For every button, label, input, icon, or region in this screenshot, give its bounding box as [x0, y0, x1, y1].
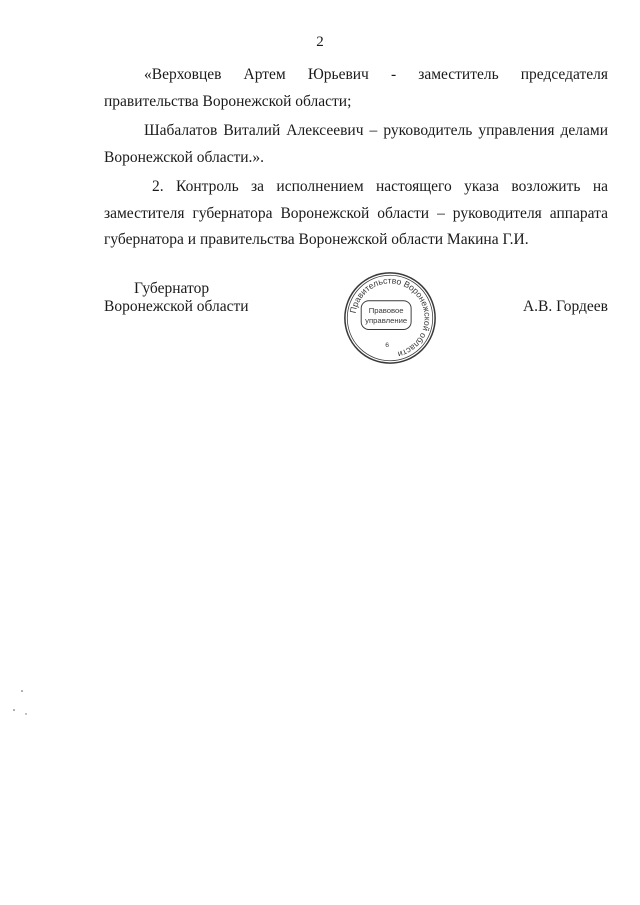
stamp-mark: 6	[385, 341, 389, 349]
speck-1	[21, 690, 23, 692]
signatory-name: А.В. Гордеев	[522, 298, 608, 315]
stamp-center-line2: управление	[365, 315, 408, 325]
speck-2	[13, 709, 15, 711]
paragraph-control-clause: 2. Контроль за исполнением настоящего указа возложить на заместителя губернатора Воронежской области – руководителя аппарата губернатора и правительства Воронежской области Макина Г.И.	[104, 178, 608, 248]
stamp-center-line1: Правовое	[368, 306, 404, 316]
document-body	[104, 62, 608, 257]
scan-artifact-specks	[10, 688, 40, 718]
stamp-ring-text: Правительство Воронежской области	[347, 275, 433, 360]
page-number: 2	[316, 34, 324, 50]
signature-block	[104, 275, 608, 380]
official-stamp	[342, 270, 438, 366]
speck-3	[25, 713, 26, 714]
paragraph-appointee-2: Шабалатов Виталий Алексеевич – руководитель управления делами Воронежской области.».	[104, 122, 608, 166]
paragraph-appointee-1: «Верховцев Артем Юрьевич - заместитель председателя правительства Воронежской области;	[104, 66, 608, 110]
signatory-position	[104, 280, 249, 316]
signatory-title: Губернатор	[134, 280, 210, 297]
signatory-region: Воронежской области	[104, 298, 249, 315]
